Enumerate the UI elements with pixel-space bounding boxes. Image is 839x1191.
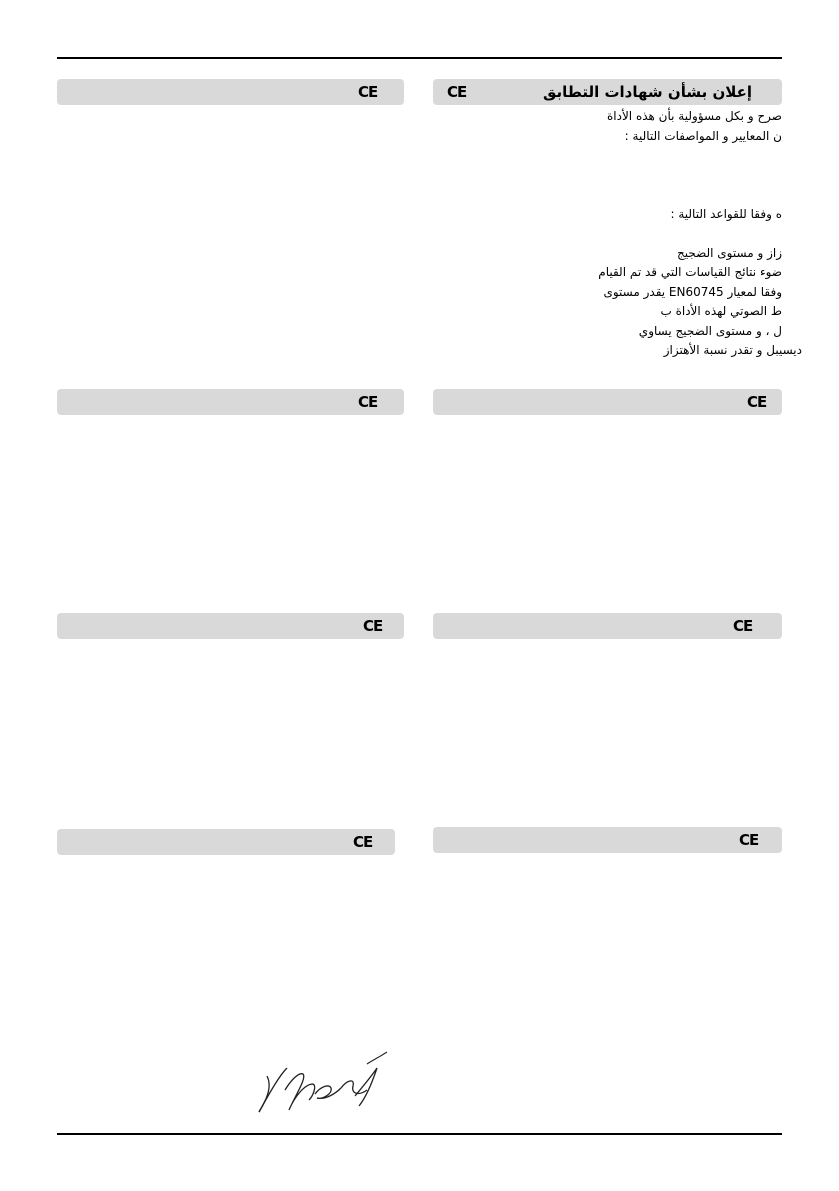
ce-mark: CE xyxy=(739,831,759,849)
declaration-title: إعلان بشأن شهادات التطابق xyxy=(542,83,753,101)
declaration-line xyxy=(522,146,782,166)
declaration-line: زاز و مستوى الضجيج xyxy=(676,245,782,260)
declaration-line: ل ، و مستوى الضجيج يساوي xyxy=(638,323,782,338)
section-header-right-4 xyxy=(433,827,782,853)
section-header-right-3 xyxy=(433,613,782,639)
ce-mark: CE xyxy=(358,393,378,411)
top-rule xyxy=(57,57,782,59)
declaration-text xyxy=(522,107,802,361)
bottom-rule xyxy=(57,1133,782,1135)
declaration-line xyxy=(522,224,782,244)
declaration-line: ديسيبل و تقدر نسبة الأهتزاز xyxy=(663,343,802,357)
section-header-left-3 xyxy=(57,613,404,639)
section-header-left-4 xyxy=(57,829,395,855)
declaration-line: ن المعايير و المواصفات التالية : xyxy=(624,128,782,143)
section-header-left-2 xyxy=(57,389,404,415)
declaration-line: وفقا لمعيار EN60745 يقدر مستوى xyxy=(603,284,782,299)
declaration-line xyxy=(522,166,782,186)
ce-mark: CE xyxy=(353,833,373,851)
ce-mark: CE xyxy=(363,617,383,635)
ce-mark: CE xyxy=(747,393,767,411)
ce-mark: CE xyxy=(358,83,378,101)
declaration-line: صرح و بكل مسؤولية بأن هذه الأداة xyxy=(607,109,782,123)
ce-mark: CE xyxy=(733,617,753,635)
declaration-line: ه وفقا للقواعد التالية : xyxy=(670,206,782,221)
declaration-line: ط الصوتي لهذه الأداة ب xyxy=(660,304,782,318)
declaration-line: ضوء نتائج القياسات التي قد تم القيام xyxy=(598,265,782,279)
ce-mark: CE xyxy=(447,83,467,101)
handwritten-signature xyxy=(255,1050,390,1115)
declaration-header-left xyxy=(57,79,404,105)
declaration-header-right xyxy=(433,79,782,105)
section-header-right-2 xyxy=(433,389,782,415)
declaration-line xyxy=(522,185,782,205)
